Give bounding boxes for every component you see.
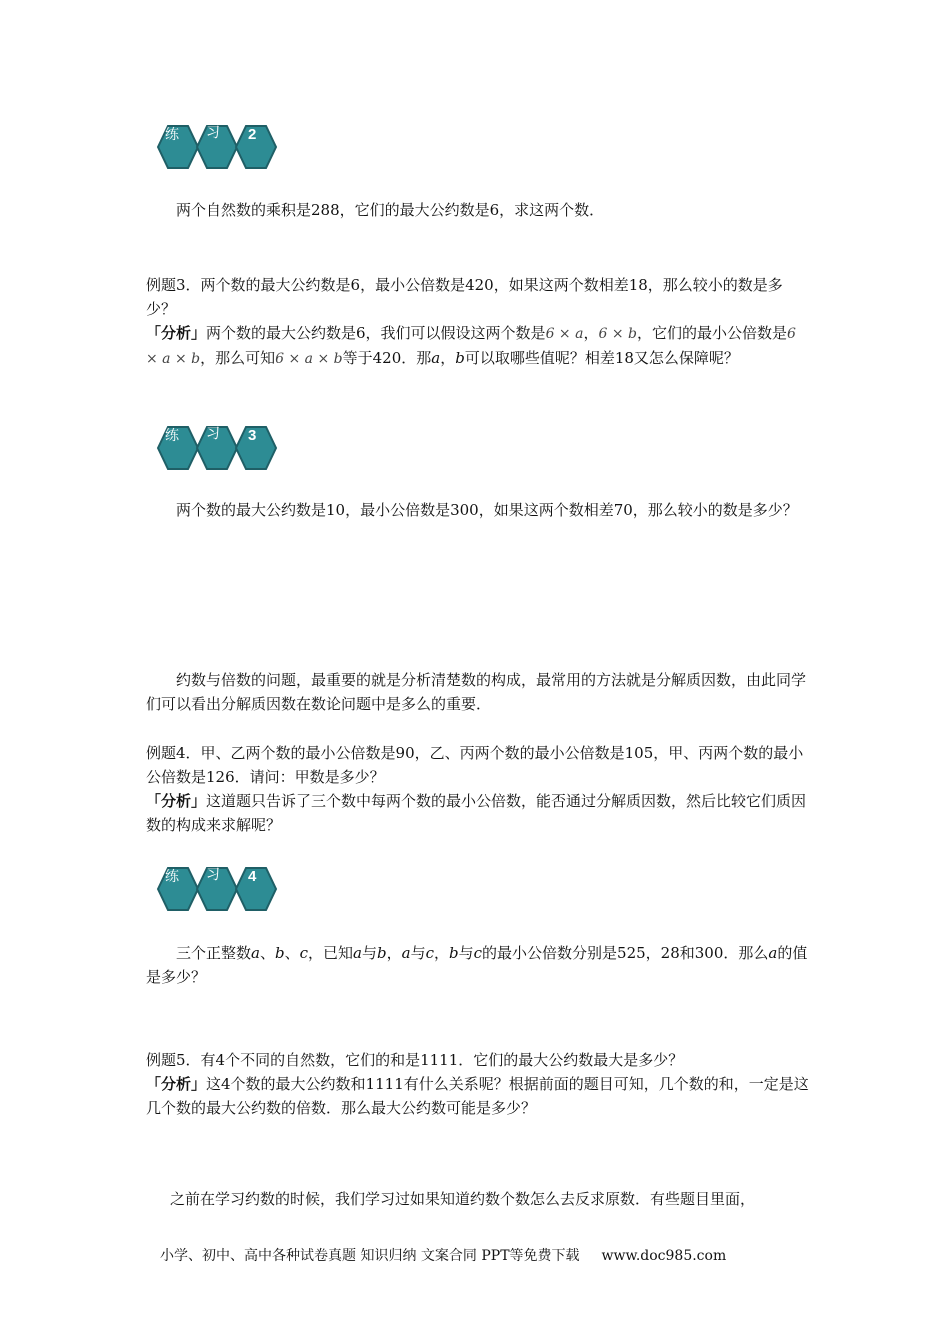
practice-label-char2: 习 (206, 867, 220, 883)
practice-4-text: 三个正整数a、b、c，已知a与b，a与c，b与c的最小公倍数分别是525，28和300．那么a的值是多少？ (146, 944, 808, 986)
math-expression: 6 × b (598, 326, 637, 342)
analysis-tag: 「分析」 (146, 792, 207, 810)
example-4 (146, 741, 811, 837)
analysis-tag: 「分析」 (146, 324, 207, 342)
practice-label-char2: 习 (206, 125, 220, 141)
practice-4-badge (156, 864, 280, 914)
hexagon-badge-icon (156, 423, 280, 473)
practice-3-badge (156, 423, 280, 473)
footer-text: 小学、初中、高中各种试卷真题 知识归纳 文案合同 PPT等免费下载 (160, 1248, 580, 1264)
example-4-analysis: 「分析」这道题只告诉了三个数中每两个数的最小公倍数，能否通过分解质因数，然后比较它们质因数的构成来求解呢？ (146, 792, 807, 834)
example-3-question: 例题3．两个数的最大公约数是6，最小公倍数是420，如果这两个数相差18，那么较小的数是多少？ (146, 276, 783, 318)
practice-label-char1: 练 (165, 869, 179, 885)
practice-2-text: 两个自然数的乘积是288，它们的最大公约数是6，求这两个数． (176, 201, 605, 219)
summary-paragraph: 约数与倍数的问题，最重要的就是分析清楚数的构成，最常用的方法就是分解质因数，由此同学们可以看出分解质因数在数论问题中是多么的重要． (146, 671, 807, 713)
example-4-question: 例题4．甲、乙两个数的最小公倍数是90，乙、丙两个数的最小公倍数是105，甲、丙两个数的最小公倍数是126．请问：甲数是多少？ (146, 744, 804, 786)
example-5-question: 例题5．有4个不同的自然数，它们的和是1111．它们的最大公约数最大是多少？ (146, 1051, 684, 1069)
practice-3-text: 两个数的最大公约数是10，最小公倍数是300，如果这两个数相差70，那么较小的数是多少？ (176, 501, 798, 519)
hexagon-badge-icon (156, 864, 280, 914)
example-3-analysis: 「分析」两个数的最大公约数是6，我们可以假设这两个数是6 × a，6 × b，它们的最小公倍数是6 × a × b，那么可知6 × a × b等于420．那a，b可以取哪些值呢？相差18又怎么保障呢？ (146, 324, 796, 367)
practice-label-char1: 练 (165, 127, 179, 143)
analysis-tag: 「分析」 (146, 1075, 207, 1093)
practice-label-char1: 练 (165, 428, 179, 444)
example-5 (146, 1048, 811, 1120)
practice-2-badge (156, 122, 280, 172)
practice-number: 2 (248, 126, 257, 143)
footer-url: www.doc985.com (601, 1248, 727, 1264)
practice-number: 3 (248, 427, 257, 444)
example-5-analysis: 「分析」这4个数的最大公约数和1111有什么关系呢？根据前面的题目可知，几个数的和，一定是这几个数的最大公约数的倍数．那么最大公约数可能是多少？ (146, 1075, 809, 1117)
example-3 (146, 273, 811, 371)
math-expression: 6 × a (545, 326, 584, 342)
math-expression: 6 × a × b (146, 326, 796, 367)
hexagon-badge-icon (156, 122, 280, 172)
closing-paragraph: 之前在学习约数的时候，我们学习过如果知道约数个数怎么去反求原数．有些题目里面， (170, 1190, 756, 1208)
practice-label-char2: 习 (206, 426, 220, 442)
math-expression: 6 × a × b (275, 351, 343, 367)
practice-number: 4 (248, 868, 257, 885)
page-footer (160, 1246, 820, 1266)
